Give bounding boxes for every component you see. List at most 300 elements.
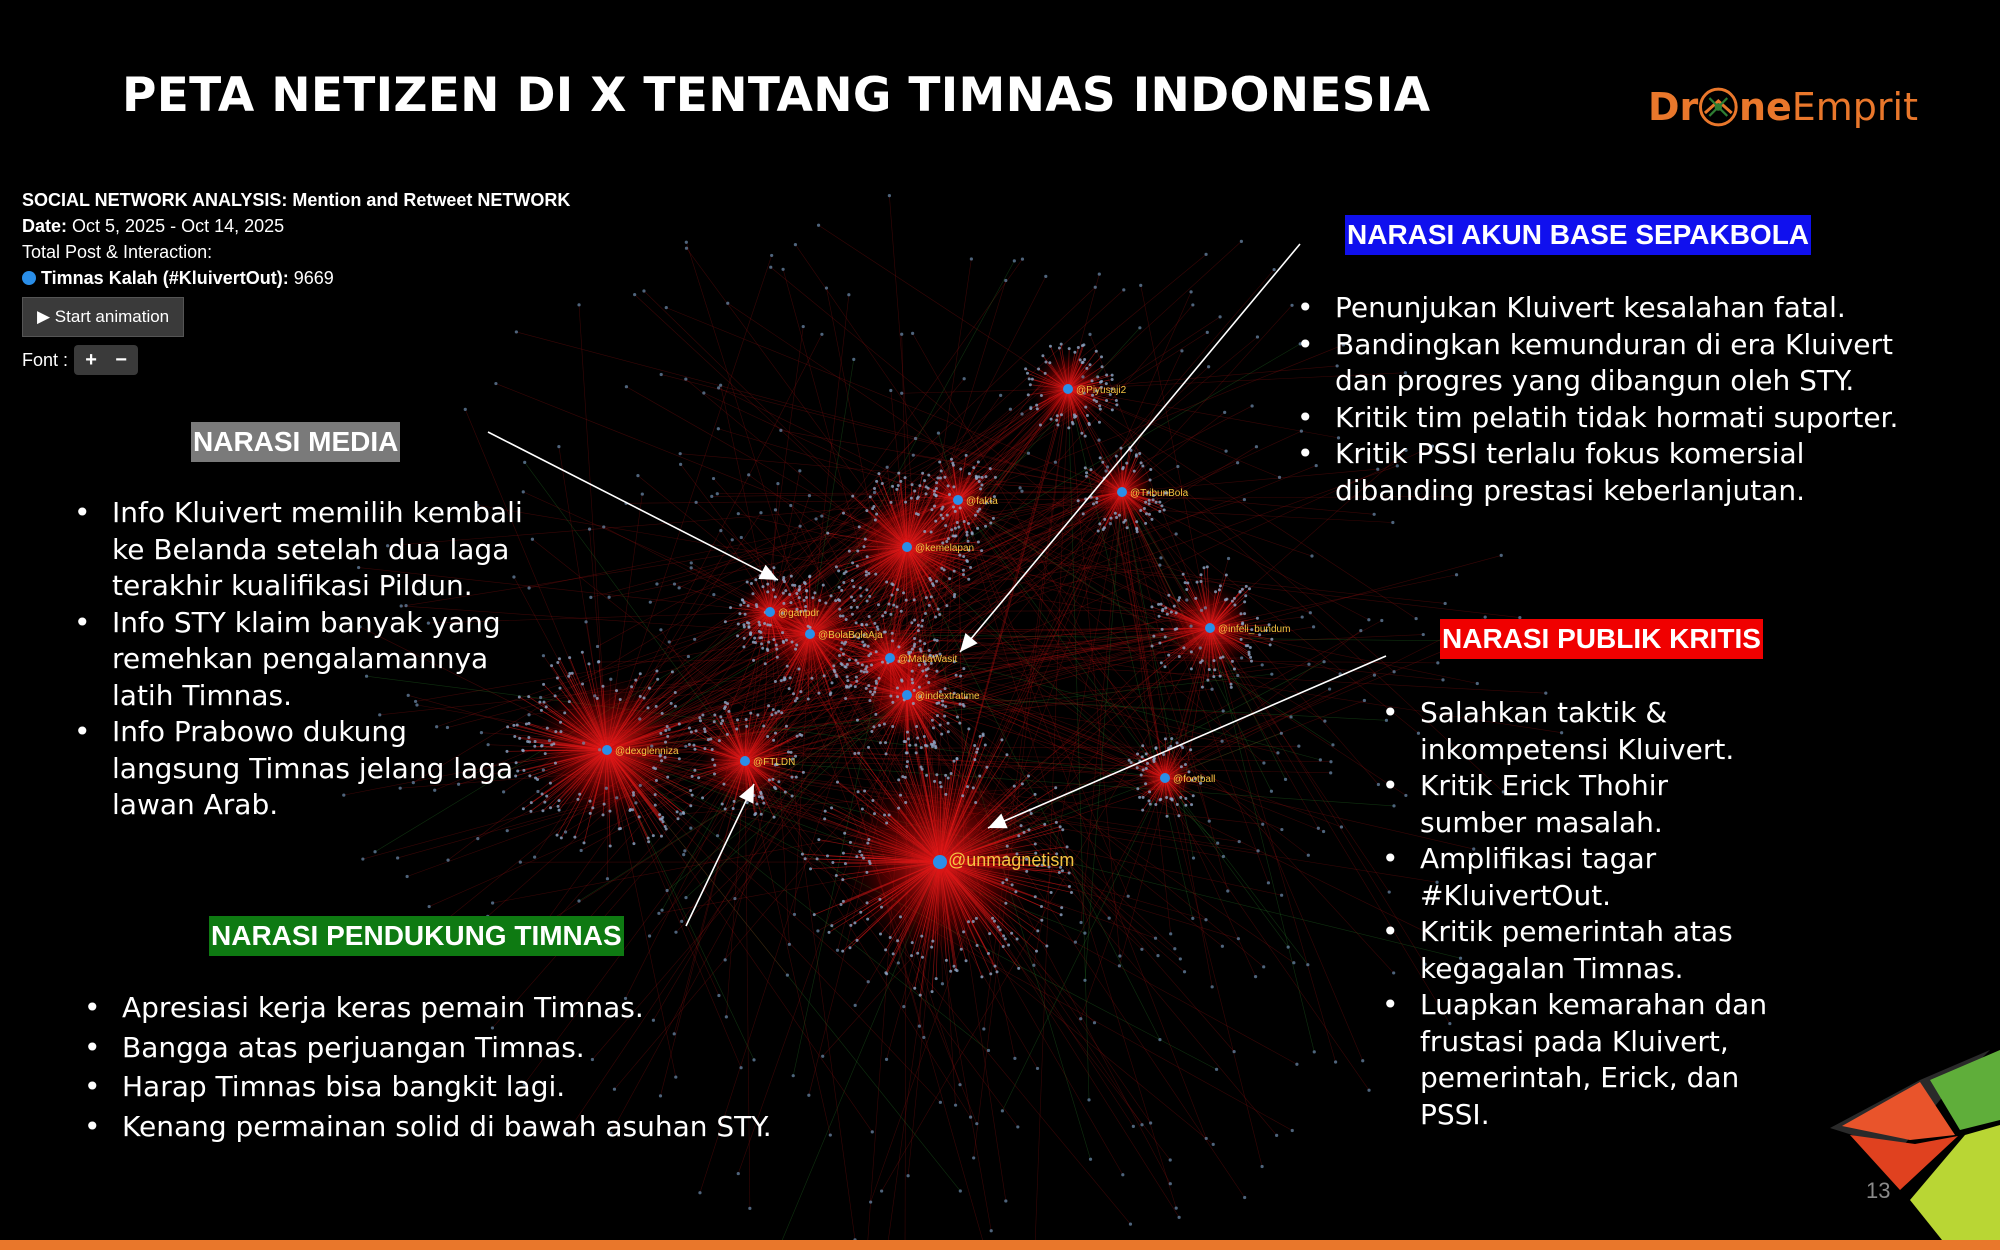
network-node <box>1122 521 1125 524</box>
network-node <box>1030 812 1033 815</box>
hub-node <box>1117 487 1127 497</box>
network-node <box>1037 367 1040 370</box>
network-node <box>802 325 805 328</box>
network-node <box>1201 686 1204 689</box>
network-node <box>660 759 663 762</box>
network-node <box>851 613 854 616</box>
network-node <box>760 636 763 639</box>
network-node <box>760 642 763 645</box>
network-node <box>935 773 938 776</box>
network-node <box>1216 841 1219 844</box>
network-node <box>925 668 928 671</box>
network-node <box>884 631 887 634</box>
network-node <box>868 595 871 598</box>
network-node <box>1004 279 1007 282</box>
network-node <box>723 707 726 710</box>
network-node <box>952 485 955 488</box>
network-node <box>697 776 700 779</box>
network-node <box>966 534 969 537</box>
node-label: @ganpdr <box>778 608 820 619</box>
network-node <box>542 683 545 686</box>
network-node <box>1138 452 1141 455</box>
network-node <box>897 645 900 648</box>
narasi-media-list <box>74 495 534 824</box>
network-node <box>1154 937 1157 940</box>
network-node <box>633 293 636 296</box>
network-node <box>863 790 866 793</box>
network-node <box>1367 618 1370 621</box>
network-node <box>841 878 844 881</box>
network-node <box>874 713 877 716</box>
network-node <box>1095 501 1098 504</box>
network-node <box>933 638 936 641</box>
list-item: • Info STY klaim banyak yang remehkan pengalamannya latih Timnas. <box>74 605 534 715</box>
network-node <box>941 982 944 985</box>
network-node <box>634 679 637 682</box>
network-node <box>886 466 889 469</box>
network-node <box>785 725 788 728</box>
legend-dot-icon <box>22 271 36 285</box>
network-node <box>648 934 651 937</box>
network-node <box>1079 1017 1082 1020</box>
network-node <box>873 691 876 694</box>
network-node <box>913 643 916 646</box>
network-node <box>883 722 886 725</box>
network-node <box>890 593 893 596</box>
network-node <box>962 703 965 706</box>
network-node <box>948 493 951 496</box>
network-node <box>597 660 600 663</box>
network-node <box>1200 573 1203 576</box>
network-node <box>889 389 892 392</box>
network-node <box>796 697 799 700</box>
network-node <box>910 497 913 500</box>
network-node <box>756 713 759 716</box>
network-node <box>745 718 748 721</box>
network-node <box>980 549 983 552</box>
network-node <box>742 645 745 648</box>
network-node <box>1021 782 1024 785</box>
network-node <box>820 514 823 517</box>
network-node <box>1289 715 1292 718</box>
network-node <box>750 582 753 585</box>
font-decrease-button[interactable]: − <box>115 349 127 371</box>
network-node <box>608 810 611 813</box>
network-node <box>406 875 409 878</box>
network-node <box>1068 885 1071 888</box>
network-node <box>1182 646 1185 649</box>
network-node <box>952 506 955 509</box>
network-node <box>1436 661 1439 664</box>
network-node <box>1013 259 1016 262</box>
network-node <box>1021 257 1024 260</box>
list-item: • Harap Timnas bisa bangkit lagi. <box>84 1069 844 1106</box>
network-node <box>962 569 965 572</box>
network-node <box>911 941 914 944</box>
network-node <box>817 692 820 695</box>
network-node <box>1098 404 1101 407</box>
network-node <box>871 1130 874 1133</box>
network-node <box>641 492 644 495</box>
network-node <box>959 467 962 470</box>
network-node <box>717 427 720 430</box>
network-node <box>838 599 841 602</box>
network-node <box>1222 855 1225 858</box>
network-node <box>919 994 922 997</box>
network-node <box>1231 660 1234 663</box>
network-node <box>860 854 863 857</box>
font-increase-button[interactable]: + <box>85 349 97 371</box>
network-node <box>720 722 723 725</box>
network-node <box>1148 790 1151 793</box>
network-node <box>795 776 798 779</box>
network-node <box>921 472 924 475</box>
network-node <box>772 708 775 711</box>
network-node <box>522 490 525 493</box>
network-node <box>951 534 954 537</box>
network-node <box>858 850 861 853</box>
network-node <box>978 508 981 511</box>
network-node <box>1007 944 1010 947</box>
network-node <box>1152 758 1155 761</box>
network-node <box>878 677 881 680</box>
network-node <box>1095 350 1098 353</box>
network-node <box>869 1200 872 1203</box>
network-node <box>1148 799 1151 802</box>
network-node <box>962 573 965 576</box>
network-node <box>1178 1216 1181 1219</box>
network-node <box>1270 790 1273 793</box>
network-node <box>973 744 976 747</box>
network-node <box>917 624 920 627</box>
network-node <box>690 561 693 564</box>
network-node <box>642 289 645 292</box>
network-node <box>835 675 838 678</box>
network-node <box>1240 638 1243 641</box>
network-node <box>933 780 936 783</box>
network-node <box>850 596 853 599</box>
network-edge <box>1210 628 1314 1052</box>
network-node <box>1219 675 1222 678</box>
network-node <box>947 722 950 725</box>
network-node <box>830 594 833 597</box>
network-node <box>829 691 832 694</box>
network-node <box>1027 393 1030 396</box>
network-node <box>789 676 792 679</box>
network-node <box>852 585 855 588</box>
network-node <box>583 841 586 844</box>
network-node <box>703 747 706 750</box>
network-node <box>1175 611 1178 614</box>
network-node <box>689 789 692 792</box>
network-node <box>904 476 907 479</box>
network-node <box>654 793 657 796</box>
node-label: @indextratime <box>915 691 980 702</box>
network-node <box>1005 878 1008 881</box>
network-node <box>1159 556 1162 559</box>
network-node <box>1083 979 1086 982</box>
network-node <box>753 813 756 816</box>
network-node <box>938 461 941 464</box>
network-node <box>923 530 926 533</box>
sna-date: Date: Oct 5, 2025 - Oct 14, 2025 <box>22 216 285 236</box>
network-node <box>838 586 841 589</box>
network-node <box>1025 870 1028 873</box>
network-node <box>668 728 671 731</box>
network-node <box>917 513 920 516</box>
network-node <box>914 437 917 440</box>
list-item: • Luapkan kemarahan dan frustasi pada Kluivert, pemerintah, Erick, dan PSSI. <box>1382 987 1782 1133</box>
network-node <box>933 490 936 493</box>
network-node <box>870 730 873 733</box>
narasi-base-list <box>1297 290 1917 509</box>
network-node <box>1060 343 1063 346</box>
network-node <box>938 613 941 616</box>
network-node <box>864 667 867 670</box>
network-node <box>695 501 698 504</box>
network-node <box>1301 615 1304 618</box>
node-label: @football <box>1173 774 1216 785</box>
network-node <box>1295 1063 1298 1066</box>
network-node <box>925 774 928 777</box>
network-node <box>1080 432 1083 435</box>
network-node <box>550 664 553 667</box>
network-node <box>619 698 622 701</box>
network-node <box>1287 945 1290 948</box>
network-node <box>972 920 975 923</box>
network-node <box>1157 603 1160 606</box>
network-node <box>940 733 943 736</box>
network-node <box>907 1174 910 1177</box>
network-node <box>662 820 665 823</box>
network-node <box>745 725 748 728</box>
network-node <box>801 853 804 856</box>
network-node <box>794 699 797 702</box>
network-node <box>615 689 618 692</box>
network-node <box>557 445 560 448</box>
network-node <box>1441 678 1444 681</box>
network-node <box>904 801 907 804</box>
network-node <box>855 621 858 624</box>
network-node <box>709 737 712 740</box>
network-node <box>982 1027 985 1030</box>
network-node <box>649 601 652 604</box>
network-node <box>923 479 926 482</box>
list-item: • Apresiasi kerja keras pemain Timnas. <box>84 990 844 1027</box>
network-node <box>884 971 887 974</box>
network-node <box>954 968 957 971</box>
network-node <box>925 744 928 747</box>
network-node <box>865 570 868 573</box>
network-node <box>731 538 734 541</box>
network-node <box>1060 906 1063 909</box>
network-node <box>935 481 938 484</box>
network-node <box>1276 751 1279 754</box>
network-node <box>724 808 727 811</box>
network-node <box>953 593 956 596</box>
network-node <box>1098 272 1101 275</box>
network-node <box>1158 564 1161 567</box>
network-node <box>923 642 926 645</box>
network-node <box>1084 466 1087 469</box>
network-node <box>1141 744 1144 747</box>
network-node <box>836 949 839 952</box>
hub-node <box>902 542 912 552</box>
network-node <box>1139 284 1142 287</box>
network-node <box>873 491 876 494</box>
network-edge <box>1081 778 1165 1019</box>
network-node <box>858 525 861 528</box>
network-node <box>1111 408 1114 411</box>
network-node <box>905 765 908 768</box>
network-node <box>833 670 836 673</box>
network-node <box>724 620 727 623</box>
network-node <box>1184 804 1187 807</box>
network-node <box>1367 1089 1370 1092</box>
network-node <box>647 837 650 840</box>
network-node <box>1170 611 1173 614</box>
network-node <box>1136 753 1139 756</box>
start-animation-button[interactable]: ▶ Start animation <box>22 297 184 337</box>
network-node <box>685 241 688 244</box>
network-node <box>1476 682 1479 685</box>
network-node <box>1181 746 1184 749</box>
network-node <box>1141 755 1144 758</box>
network-node <box>536 790 539 793</box>
network-node <box>851 561 854 564</box>
network-node <box>556 677 559 680</box>
network-node <box>428 905 431 908</box>
network-node <box>877 603 880 606</box>
network-node <box>920 766 923 769</box>
network-node <box>1023 831 1026 834</box>
network-node <box>947 537 950 540</box>
network-node <box>1148 499 1151 502</box>
network-node <box>1180 349 1183 352</box>
network-node <box>1313 1050 1316 1053</box>
network-node <box>866 842 869 845</box>
network-node <box>577 899 580 902</box>
network-node <box>1249 646 1252 649</box>
network-node <box>1373 674 1376 677</box>
network-node <box>1165 796 1168 799</box>
network-node <box>688 727 691 730</box>
network-node <box>1054 786 1057 789</box>
network-node <box>913 987 916 990</box>
network-node <box>1073 416 1076 419</box>
network-node <box>1109 517 1112 520</box>
network-node <box>740 536 743 539</box>
network-node <box>568 700 571 703</box>
network-node <box>701 713 704 716</box>
network-node <box>1027 452 1030 455</box>
network-node <box>817 838 820 841</box>
network-node <box>1179 796 1182 799</box>
network-node <box>733 800 736 803</box>
network-node <box>1097 529 1100 532</box>
network-node <box>822 584 825 587</box>
network-node <box>770 713 773 716</box>
network-node <box>850 606 853 609</box>
network-node <box>1077 346 1080 349</box>
network-node <box>878 724 881 727</box>
network-node <box>939 477 942 480</box>
network-node <box>933 505 936 508</box>
network-node <box>668 640 671 643</box>
network-node <box>936 639 939 642</box>
network-node <box>1317 827 1320 830</box>
network-node <box>915 725 918 728</box>
network-node <box>676 810 679 813</box>
network-node <box>1377 783 1380 786</box>
network-node <box>735 727 738 730</box>
network-node <box>771 778 774 781</box>
network-node <box>897 472 900 475</box>
network-node <box>1050 891 1053 894</box>
network-node <box>659 628 662 631</box>
network-node <box>1206 565 1209 568</box>
network-node <box>939 1101 942 1104</box>
list-item: • Kenang permainan solid di bawah asuhan STY. <box>84 1109 844 1146</box>
network-node <box>704 730 707 733</box>
network-node <box>844 697 847 700</box>
network-node <box>787 751 790 754</box>
network-node <box>865 588 868 591</box>
network-node <box>1196 581 1199 584</box>
network-node <box>744 613 747 616</box>
network-node <box>848 946 851 949</box>
network-node <box>639 784 642 787</box>
network-node <box>774 712 777 715</box>
network-node <box>931 940 934 943</box>
network-node <box>1070 891 1073 894</box>
network-node <box>881 482 884 485</box>
network-node <box>764 662 767 665</box>
network-node <box>1000 738 1003 741</box>
node-label: @dexglenniza <box>615 746 679 757</box>
network-node <box>1043 823 1046 826</box>
network-node <box>1183 970 1186 973</box>
network-node <box>911 483 914 486</box>
network-node <box>780 711 783 714</box>
network-node <box>918 686 921 689</box>
network-node <box>984 744 987 747</box>
network-node <box>855 680 858 683</box>
network-node <box>774 732 777 735</box>
network-node <box>851 579 854 582</box>
network-node <box>880 906 883 909</box>
network-node <box>691 794 694 797</box>
network-node <box>780 679 783 682</box>
network-node <box>950 458 953 461</box>
network-node <box>685 247 688 250</box>
network-node <box>1085 471 1088 474</box>
network-node <box>966 785 969 788</box>
sna-legend-item[interactable]: Timnas Kalah (#KluivertOut): 9669 <box>22 265 570 291</box>
network-node <box>593 694 596 697</box>
network-node <box>1212 675 1215 678</box>
network-node <box>831 861 834 864</box>
network-node <box>867 980 870 983</box>
network-node <box>871 799 874 802</box>
network-node <box>913 598 916 601</box>
network-node <box>682 853 685 856</box>
network-node <box>1118 514 1121 517</box>
network-node <box>673 582 676 585</box>
network-node <box>683 849 686 852</box>
network-node <box>910 954 913 957</box>
network-node <box>726 302 729 305</box>
